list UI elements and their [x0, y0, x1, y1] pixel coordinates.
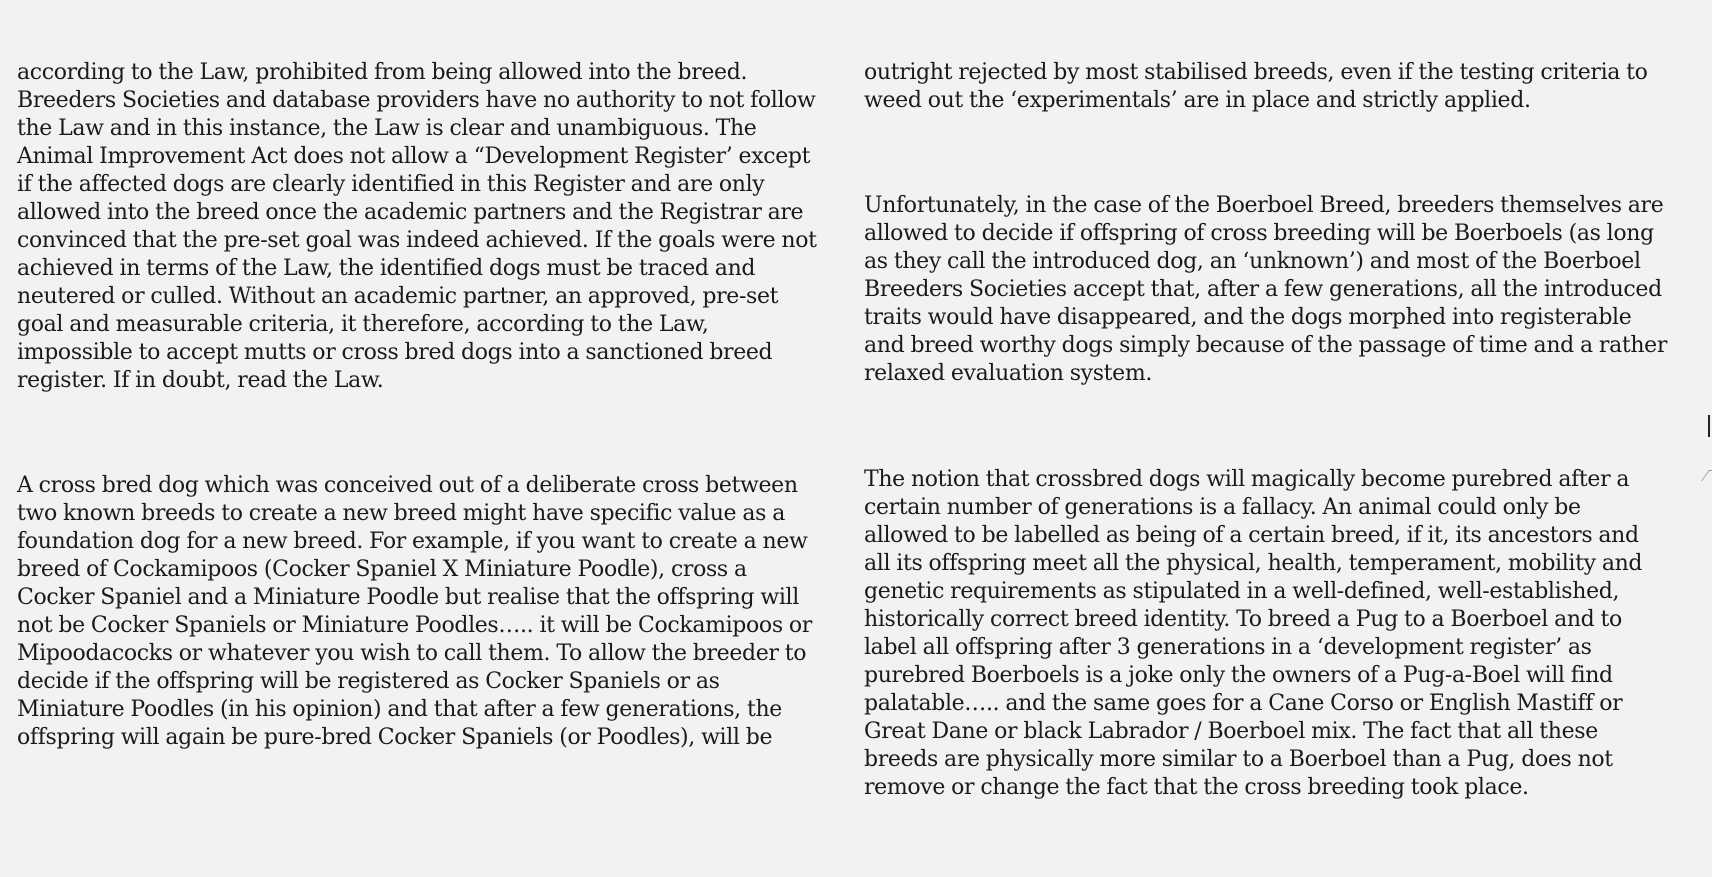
text-line: allowed to decide if offspring of cross breeding will be Boerboels (as long: [864, 221, 1654, 246]
text-line: goal and measurable criteria, it therefore, according to the Law,: [17, 312, 709, 337]
text-line: allowed to be labelled as being of a certain breed, if it, its ancestors and: [864, 523, 1639, 548]
text-line: weed out the ‘experimentals’ are in place and strictly applied.: [864, 88, 1531, 113]
paragraph-cross-bred-dog: [17, 472, 812, 752]
text-cursor-icon: [1708, 415, 1710, 437]
text-line: remove or change the fact that the cross breeding took place.: [864, 775, 1529, 800]
text-line: certain number of generations is a fallacy. An animal could only be: [864, 495, 1581, 520]
cursor-edge-icon: [1701, 470, 1712, 481]
text-line: Cocker Spaniel and a Miniature Poodle but realise that the offspring will: [17, 585, 799, 610]
text-line: according to the Law, prohibited from being allowed into the breed.: [17, 60, 748, 85]
text-line: two known breeds to create a new breed might have specific value as a: [17, 501, 785, 526]
text-line: The notion that crossbred dogs will magically become purebred after a: [864, 467, 1630, 492]
text-line: neutered or culled. Without an academic partner, an approved, pre-set: [17, 284, 779, 309]
text-line: label all offspring after 3 generations in a ‘development register’ as: [864, 635, 1592, 660]
text-line: the Law and in this instance, the Law is clear and unambiguous. The: [17, 116, 757, 141]
text-line: all its offspring meet all the physical, health, temperament, mobility and: [864, 551, 1643, 576]
text-line: and breed worthy dogs simply because of the passage of time and a rather: [864, 333, 1668, 358]
text-line: historically correct breed identity. To breed a Pug to a Boerboel and to: [864, 607, 1622, 632]
text-line: palatable….. and the same goes for a Cane Corso or English Mastiff or: [864, 691, 1623, 716]
text-line: as they call the introduced dog, an ‘unknown’) and most of the Boerboel: [864, 249, 1641, 274]
text-line: outright rejected by most stabilised breeds, even if the testing criteria to: [864, 60, 1648, 85]
paragraph-law-breeders-societies: [17, 59, 817, 395]
text-line: genetic requirements as stipulated in a well-defined, well-established,: [864, 579, 1620, 604]
text-line: A cross bred dog which was conceived out of a deliberate cross between: [17, 473, 798, 498]
text-line: Miniature Poodles (in his opinion) and that after a few generations, the: [17, 697, 782, 722]
text-line: impossible to accept mutts or cross bred dogs into a sanctioned breed: [17, 340, 773, 365]
text-line: purebred Boerboels is a joke only the owners of a Pug-a-Boel will find: [864, 663, 1613, 688]
text-line: convinced that the pre-set goal was indeed achieved. If the goals were not: [17, 228, 817, 253]
text-line: offspring will again be pure-bred Cocker Spaniels (or Poodles), will be: [17, 725, 773, 750]
text-line: Breeders Societies accept that, after a few generations, all the introduced: [864, 277, 1662, 302]
paragraph-purebred-fallacy: [864, 466, 1642, 802]
text-line: breeds are physically more similar to a Boerboel than a Pug, does not: [864, 747, 1613, 772]
text-line: Unfortunately, in the case of the Boerboel Breed, breeders themselves are: [864, 193, 1664, 218]
text-line: register. If in doubt, read the Law.: [17, 368, 384, 393]
text-line: Breeders Societies and database providers have no authority to not follow: [17, 88, 816, 113]
text-line: Mipoodacocks or whatever you wish to call them. To allow the breeder to: [17, 641, 807, 666]
text-line: relaxed evaluation system.: [864, 361, 1152, 386]
paragraph-boerboel-breed: [864, 192, 1667, 388]
text-line: allowed into the breed once the academic partners and the Registrar are: [17, 200, 804, 225]
text-line: traits would have disappeared, and the dogs morphed into registerable: [864, 305, 1632, 330]
text-line: decide if the offspring will be registered as Cocker Spaniels or as: [17, 669, 720, 694]
text-line: breed of Cockamipoos (Cocker Spaniel X Miniature Poodle), cross a: [17, 557, 747, 582]
text-line: foundation dog for a new breed. For example, if you want to create a new: [17, 529, 808, 554]
text-line: not be Cocker Spaniels or Miniature Poodles….. it will be Cockamipoos or: [17, 613, 812, 638]
paragraph-outright-rejected: [864, 59, 1648, 115]
text-line: if the affected dogs are clearly identified in this Register and are only: [17, 172, 765, 197]
text-line: Animal Improvement Act does not allow a “Development Register’ except: [17, 144, 811, 169]
text-line: Great Dane or black Labrador / Boerboel mix. The fact that all these: [864, 719, 1598, 744]
text-line: achieved in terms of the Law, the identified dogs must be traced and: [17, 256, 756, 281]
